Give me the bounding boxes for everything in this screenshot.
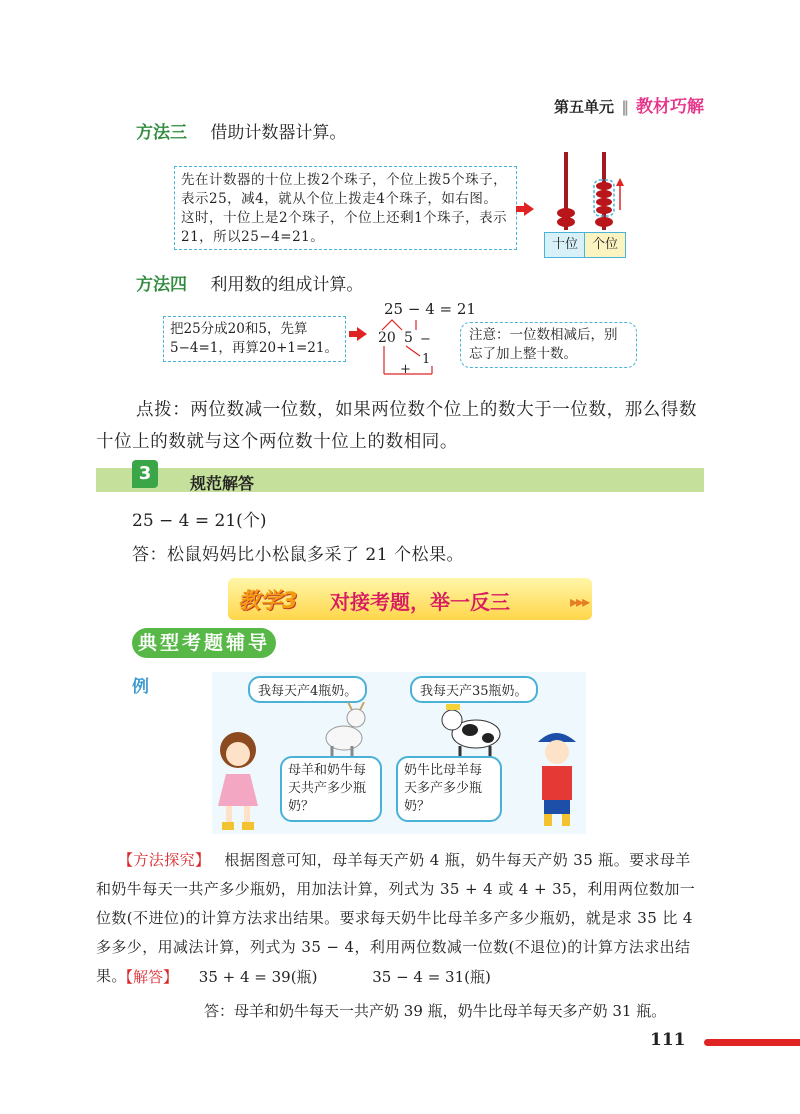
section3-number: 3: [132, 460, 158, 488]
method3-box: [174, 166, 517, 250]
method3-heading: [136, 118, 346, 143]
question1-bubble: 母羊和奶牛每天共产多少瓶奶？: [280, 756, 382, 822]
split-ones: 5: [404, 330, 413, 346]
section3-bar: [96, 468, 704, 492]
tip-paragraph: 点拨：两位数减一位数，如果两位数个位上的数大于一位数，那么得数十位上的数就与这个两位数十位上的数相同。: [96, 400, 698, 452]
method4-label: 方法四: [136, 275, 187, 295]
solution-eq1: 35 + 4 = 39(瓶): [198, 968, 318, 986]
arrow-shaft: [349, 331, 358, 337]
solution-label: 【解答】: [118, 968, 179, 986]
answer-text: 答：松鼠妈妈比小松鼠多采了 21 个松果。: [132, 545, 464, 565]
solution-line: [118, 966, 491, 987]
page-number: 111: [650, 1030, 686, 1050]
note-text: 注意：一位数相减后，别忘了加上整十数。: [469, 327, 618, 362]
example-label: 例: [132, 677, 149, 697]
explore-label: 【方法探究】: [118, 851, 211, 869]
boy-icon: [530, 724, 584, 834]
running-header: [554, 92, 704, 117]
cow-speech: 我每天产35瓶奶。: [410, 676, 538, 703]
method4-box: [163, 316, 346, 362]
solution-eq2: 35 − 4 = 31(瓶): [372, 968, 491, 986]
method4-heading: [136, 270, 363, 295]
note-box: [460, 322, 637, 368]
banner-tag: 教学3: [238, 589, 298, 614]
goat-speech: 我每天产4瓶奶。: [248, 676, 367, 703]
header-divider: ‖: [621, 98, 629, 116]
arrow-icon: [357, 327, 367, 341]
plus-sign: +: [400, 362, 411, 377]
page-number-bar: [704, 1039, 800, 1046]
girl-icon: [212, 724, 266, 834]
method3-label: 方法三: [136, 123, 187, 143]
cow-icon: [440, 700, 504, 760]
solution-answer: 答：母羊和奶牛每天一共产奶 39 瓶，奶牛比母羊每天多产奶 31 瓶。: [204, 1002, 667, 1020]
method4-text: 把25分成20和5，先算5−4=1，再算20+1=21。: [170, 321, 338, 356]
section3-title: 规范解答: [190, 474, 255, 493]
abacus: [542, 150, 626, 260]
result-one: 1: [422, 352, 431, 367]
goat-icon: [318, 702, 368, 758]
question2-bubble: 奶牛比母羊每天多产多少瓶奶？: [396, 756, 502, 822]
abacus-label-ones: 个位: [584, 232, 626, 258]
example-illustration: [212, 672, 586, 834]
minus-sign: −: [420, 332, 431, 347]
arrow-icon: [524, 202, 534, 216]
method4-title: 利用数的组成计算。: [210, 275, 364, 295]
split-tens: 20: [378, 330, 396, 346]
abacus-label-tens: 十位: [544, 232, 586, 258]
method3-title: 借助计数器计算。: [210, 123, 347, 143]
answer-equation: 25 − 4 = 21(个): [132, 511, 267, 531]
equation: 25 − 4 = 21: [384, 300, 476, 318]
decomposition-diagram: [376, 300, 476, 380]
typical-header: 典型考题辅导: [132, 628, 276, 658]
arrow-shaft: [516, 206, 525, 212]
banner-title: 对接考题，举一反三: [330, 590, 510, 614]
section-label: 教材巧解: [636, 97, 704, 117]
explore-text: 根据图意可知，母羊每天产奶 4 瓶，奶牛每天产奶 35 瓶。要求母羊和奶牛每天一共产多少瓶奶，用加法计算，列式为 35 + 4 或 4 + 35，利用两位数加一位数(不进位)的计算方法求出结果。要求每天奶牛比母羊多产多少瓶奶，就是求 35 比 4 多多少，用减法计算，列式为 35 − 4，利用两位数减一位数(不退位)的计算方法求出结果。: [96, 851, 696, 985]
unit-label: 第五单元: [554, 98, 615, 116]
method3-text: 先在计数器的十位上拨2个珠子，个位上拨5个珠子，表示25，减4，就从个位上拨走4个珠子，如右图。这时，十位上是2个珠子，个位上还剩1个珠子，表示21，所以25−4=21。: [181, 172, 508, 245]
banner-arrows: ▸▸▸: [570, 592, 589, 611]
